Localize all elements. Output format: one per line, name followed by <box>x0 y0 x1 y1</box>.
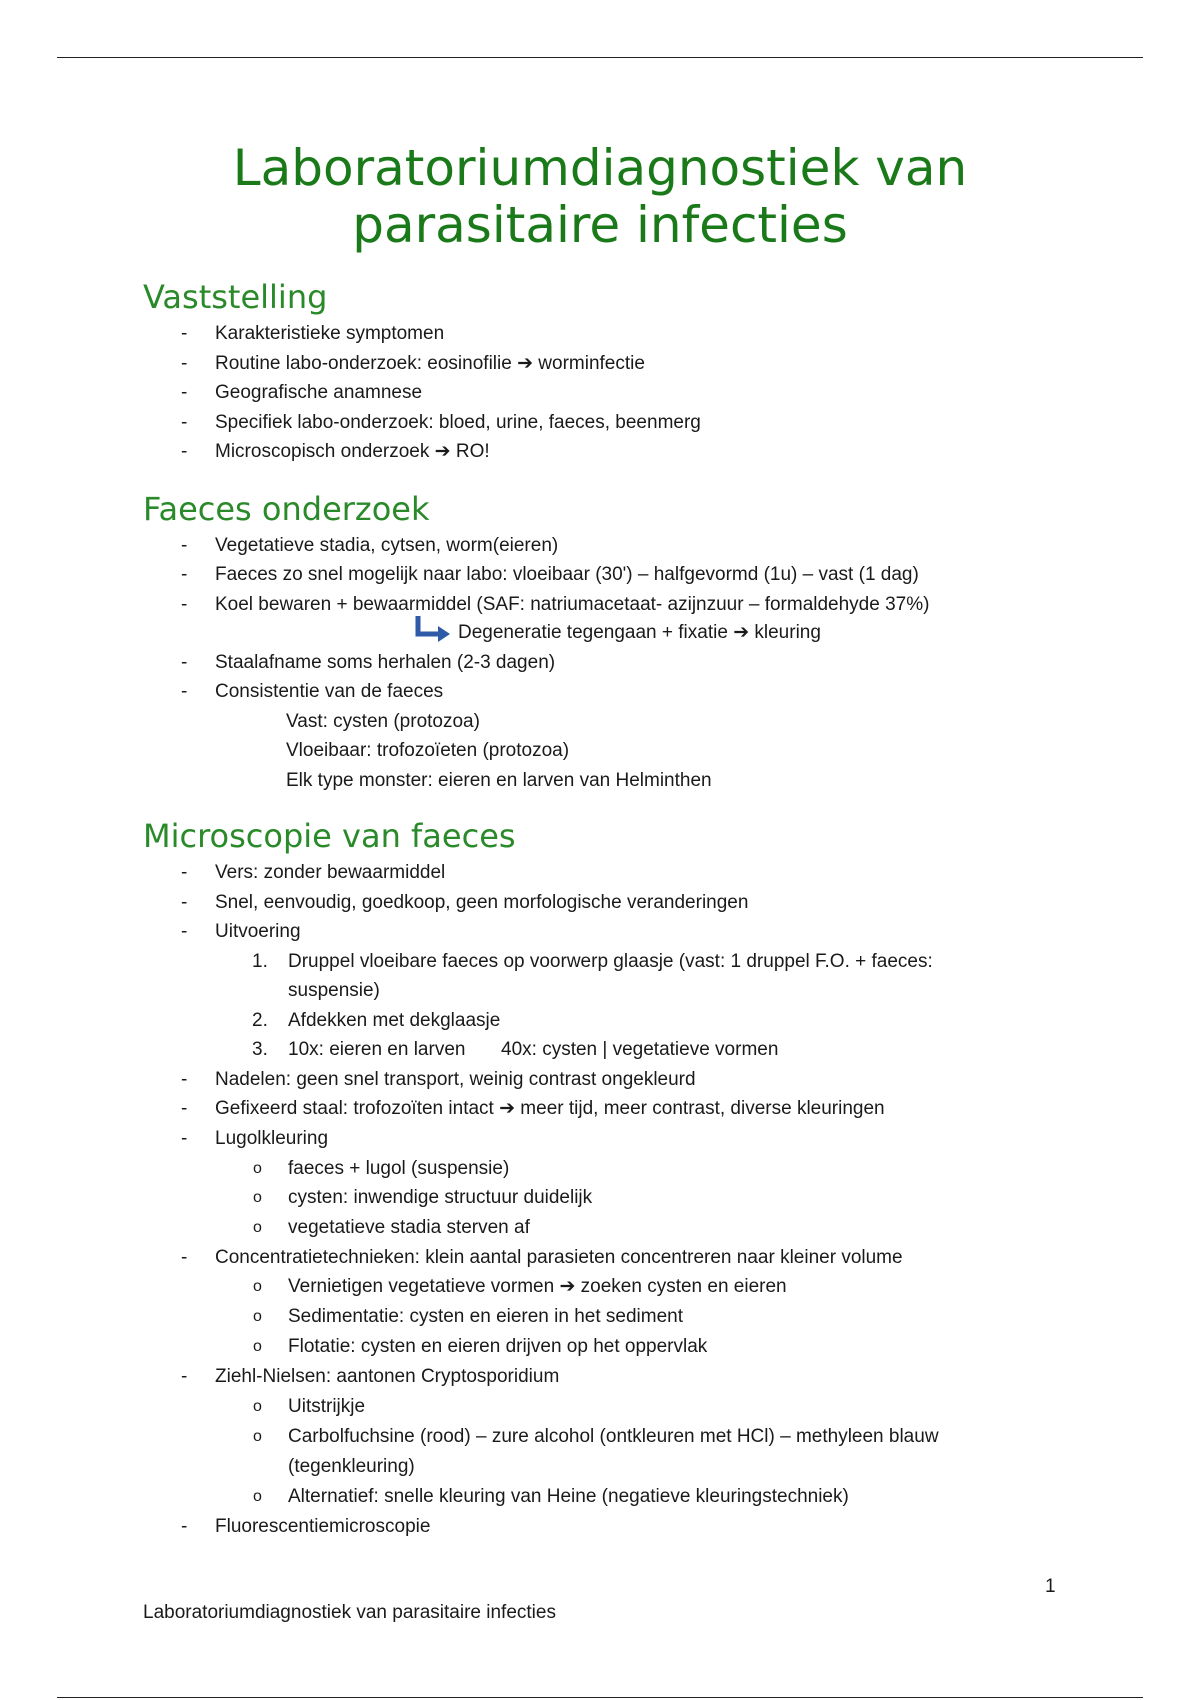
list-item: Vernietigen vegetatieve vormen ➔ zoeken cysten en eieren <box>288 1276 787 1297</box>
list-item: Koel bewaren + bewaarmiddel (SAF: natriumacetaat- azijnzuur – formaldehyde 37%) <box>215 594 930 615</box>
list-item: Karakteristieke symptomen <box>215 323 445 344</box>
list-item: Concentratietechnieken: klein aantal parasieten concentreren naar kleiner volume <box>215 1247 903 1268</box>
list-item: Routine labo-onderzoek: eosinofilie ➔ worminfectie <box>215 353 645 374</box>
bottom-rule <box>57 1697 1143 1698</box>
circle-bullet: o <box>253 1278 262 1295</box>
list-number: 1. <box>252 951 268 972</box>
list-item: Vloeibaar: trofozoïeten (protozoa) <box>286 740 570 761</box>
arrow-right-icon: ➔ <box>733 622 750 643</box>
dash-bullet: - <box>181 681 188 702</box>
dash-bullet: - <box>181 412 188 433</box>
list-item: Carbolfuchsine (rood) – zure alcohol (ontkleuren met HCl) – methyleen blauw <box>288 1426 939 1447</box>
list-item: faeces + lugol (suspensie) <box>288 1158 510 1179</box>
arrow-right-icon: ➔ <box>517 353 534 374</box>
circle-bullet: o <box>253 1488 262 1505</box>
circle-bullet: o <box>253 1398 262 1415</box>
dash-bullet: - <box>181 564 188 585</box>
list-item: Specifiek labo-onderzoek: bloed, urine, faeces, beenmerg <box>215 412 701 433</box>
section-heading-faeces: Faeces onderzoek <box>143 490 430 528</box>
circle-bullet: o <box>253 1160 262 1177</box>
arrow-right-icon: ➔ <box>559 1276 576 1297</box>
dash-bullet: - <box>181 382 188 403</box>
list-item: Elk type monster: eieren en larven van Helminthen <box>286 770 712 791</box>
dash-bullet: - <box>181 535 188 556</box>
list-item: Vegetatieve stadia, cytsen, worm(eieren) <box>215 535 559 556</box>
list-item: cysten: inwendige structuur duidelijk <box>288 1187 593 1208</box>
list-item: Snel, eenvoudig, goedkoop, geen morfologische veranderingen <box>215 892 749 913</box>
dash-bullet: - <box>181 1098 188 1119</box>
dash-bullet: - <box>181 892 188 913</box>
list-item: Afdekken met dekglaasje <box>288 1010 501 1031</box>
section-heading-vaststelling: Vaststelling <box>143 278 328 316</box>
circle-bullet: o <box>253 1189 262 1206</box>
dash-bullet: - <box>181 441 188 462</box>
dash-bullet: - <box>181 1128 188 1149</box>
section-heading-microscopie: Microscopie van faeces <box>143 817 516 855</box>
page-title: Laboratoriumdiagnostiek van parasitaire infecties <box>232 139 968 254</box>
list-item: (tegenkleuring) <box>288 1456 415 1477</box>
top-rule <box>57 57 1143 58</box>
list-item: Geografische anamnese <box>215 382 423 403</box>
list-item: Flotatie: cysten en eieren drijven op het oppervlak <box>288 1336 708 1357</box>
list-item: 40x: cysten | vegetatieve vormen <box>501 1039 779 1060</box>
list-item: Staalafname soms herhalen (2-3 dagen) <box>215 652 556 673</box>
list-item: Fluorescentiemicroscopie <box>215 1516 431 1537</box>
list-number: 3. <box>252 1039 268 1060</box>
list-item: Uitstrijkje <box>288 1396 366 1417</box>
list-item: Druppel vloeibare faeces op voorwerp glaasje (vast: 1 druppel F.O. + faeces: <box>288 951 933 972</box>
list-item: Gefixeerd staal: trofozoïten intact ➔ meer tijd, meer contrast, diverse kleuringen <box>215 1098 885 1119</box>
footer-text: Laboratoriumdiagnostiek van parasitaire infecties <box>143 1602 556 1623</box>
dash-bullet: - <box>181 862 188 883</box>
circle-bullet: o <box>253 1219 262 1236</box>
list-item: Lugolkleuring <box>215 1128 329 1149</box>
list-item: Microscopisch onderzoek ➔ RO! <box>215 441 490 462</box>
list-item: vegetatieve stadia sterven af <box>288 1217 530 1238</box>
list-item: Vers: zonder bewaarmiddel <box>215 862 446 883</box>
list-number: 2. <box>252 1010 268 1031</box>
dash-bullet: - <box>181 921 188 942</box>
list-item: Sedimentatie: cysten en eieren in het sediment <box>288 1306 684 1327</box>
dash-bullet: - <box>181 323 188 344</box>
circle-bullet: o <box>253 1428 262 1445</box>
dash-bullet: - <box>181 1247 188 1268</box>
dash-bullet: - <box>181 652 188 673</box>
dash-bullet: - <box>181 353 188 374</box>
dash-bullet: - <box>181 1366 188 1387</box>
dash-bullet: - <box>181 594 188 615</box>
dash-bullet: - <box>181 1069 188 1090</box>
dash-bullet: - <box>181 1516 188 1537</box>
bent-arrow-icon <box>414 614 452 644</box>
arrow-right-icon: ➔ <box>434 441 451 462</box>
list-item: suspensie) <box>288 980 380 1001</box>
list-item: Consistentie van de faeces <box>215 681 444 702</box>
list-item: Faeces zo snel mogelijk naar labo: vloeibaar (30') – halfgevormd (1u) – vast (1 dag) <box>215 564 919 585</box>
circle-bullet: o <box>253 1308 262 1325</box>
list-item: Nadelen: geen snel transport, weinig contrast ongekleurd <box>215 1069 696 1090</box>
page-number: 1 <box>1045 1576 1056 1597</box>
list-item: Alternatief: snelle kleuring van Heine (negatieve kleuringstechniek) <box>288 1486 849 1507</box>
arrow-right-icon: ➔ <box>499 1098 516 1119</box>
circle-bullet: o <box>253 1338 262 1355</box>
list-item: 10x: eieren en larven <box>288 1039 466 1060</box>
list-item: Uitvoering <box>215 921 301 942</box>
list-item: Ziehl-Nielsen: aantonen Cryptosporidium <box>215 1366 560 1387</box>
list-item: Vast: cysten (protozoa) <box>286 711 480 732</box>
list-item: Degeneratie tegengaan + fixatie ➔ kleuring <box>458 622 821 643</box>
